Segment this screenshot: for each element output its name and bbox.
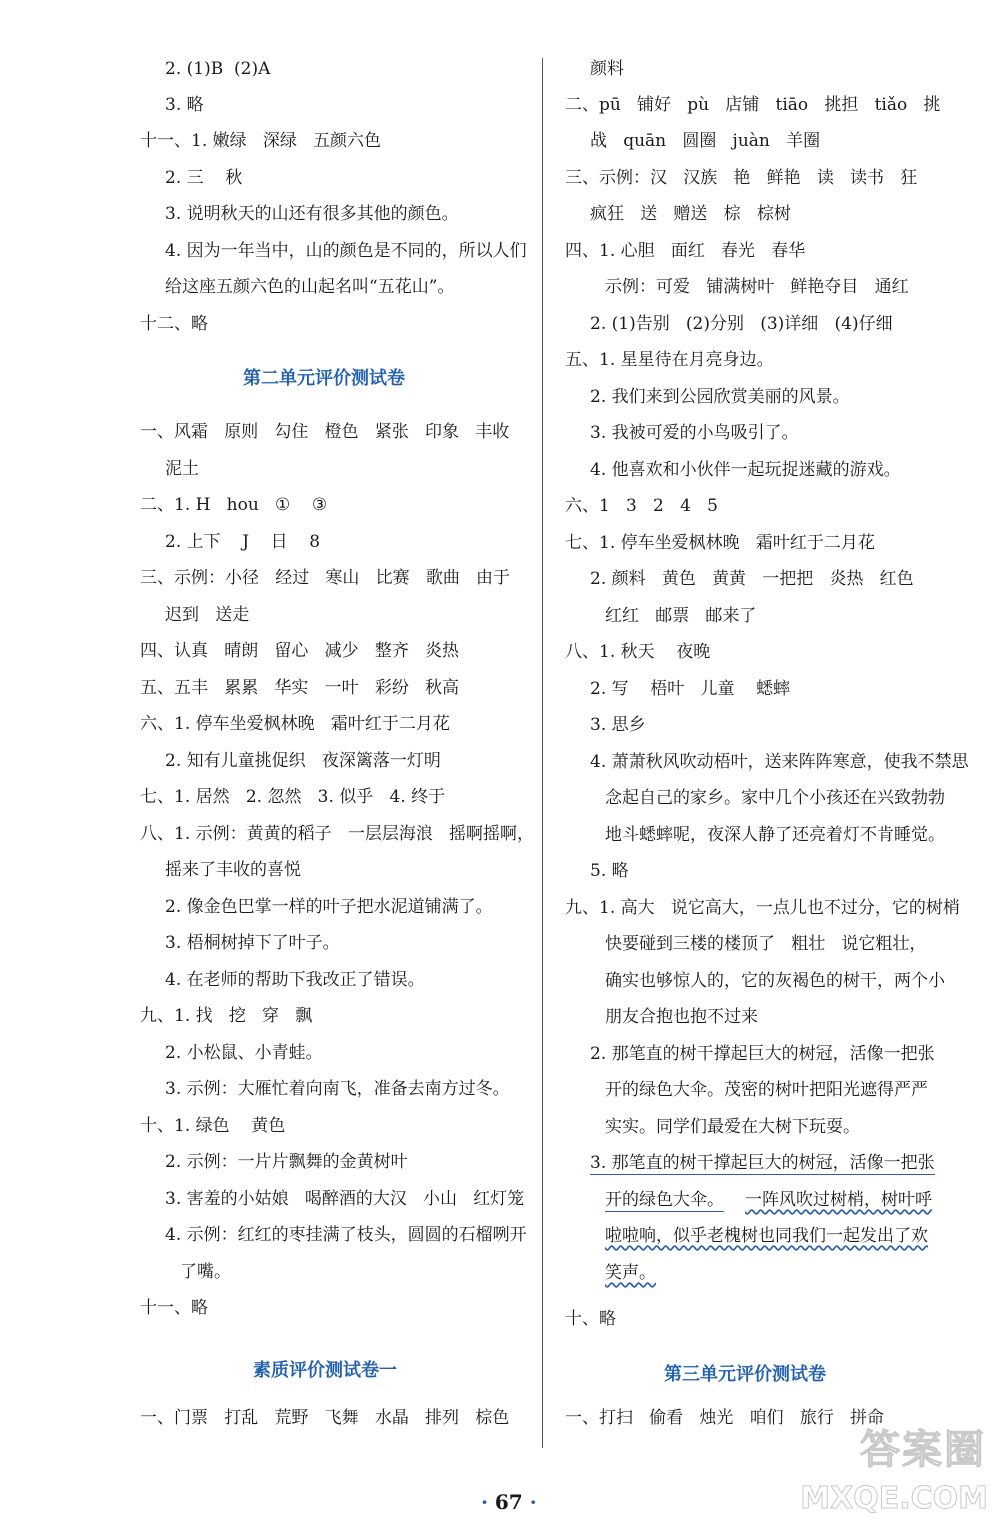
answer-line: 疯狂 送 赠送 棕 棕树: [590, 204, 791, 224]
answer-line: 2. 示例：一片片飘舞的金黄树叶: [165, 1152, 408, 1172]
answer-line: 七、1. 居然 2. 忽然 3. 似乎 4. 终于: [140, 787, 446, 807]
answer-line: 二、1. H hou ① ③: [140, 495, 328, 515]
answer-line: 2. 那笔直的树干撑起巨大的树冠，活像一把张: [590, 1044, 935, 1064]
answer-line: 八、1. 示例：黄黄的稻子 一层层海浪 摇啊摇啊，: [140, 824, 535, 844]
page-number-value: 67: [494, 1490, 523, 1514]
answer-line: 2. 我们来到公园欣赏美丽的风景。: [590, 387, 850, 407]
answer-line: 十二、略: [140, 314, 208, 334]
page-number: · 67 ·: [480, 1490, 537, 1514]
watermark-main: 答案圈: [860, 1427, 986, 1473]
answer-line: 示例：可爱 铺满树叶 鲜艳夺目 通红: [605, 277, 909, 297]
answer-line: 念起自己的家乡。家中几个小孩还在兴致勃勃: [605, 788, 945, 808]
answer-line: 2. 像金色巴掌一样的叶子把水泥道铺满了。: [165, 897, 493, 917]
answer-line: 三、示例：小径 经过 寒山 比赛 歌曲 由于: [140, 568, 511, 588]
answer-line: 3. 梧桐树掉下了叶子。: [165, 933, 340, 953]
answer-line: 三、示例：汉 汉族 艳 鲜艳 读 读书 狂: [565, 168, 918, 188]
answer-line: 地斗蟋蟀呢，夜深人静了还亮着灯不肯睡觉。: [605, 825, 945, 845]
answer-line: 一、门票 打乱 荒野 飞舞 水晶 排列 棕色: [140, 1408, 510, 1428]
answer-line: 3. 思乡: [590, 715, 646, 735]
answer-line: 快要碰到三楼的楼顶了 粗壮 说它粗壮，: [605, 934, 927, 954]
answer-line: 四、认真 晴朗 留心 减少 整齐 炎热: [140, 641, 460, 661]
answer-line: 3. 那笔直的树干撑起巨大的树冠，活像一把张: [590, 1153, 935, 1173]
answer-line: 颜料: [590, 59, 624, 79]
answer-line: 红红 邮票 邮来了: [605, 606, 757, 626]
answer-line: 4. 他喜欢和小伙伴一起玩捉迷藏的游戏。: [590, 460, 901, 480]
answer-line: 泥土: [165, 459, 199, 479]
answer-line: 一、风霜 原则 勾住 橙色 紧张 印象 丰收: [140, 422, 510, 442]
section-title: 素质评价测试卷一: [253, 1360, 397, 1381]
answer-line: 2. 小松鼠、小青蛙。: [165, 1043, 323, 1063]
answer-line: 啦啦响，似乎老槐树也同我们一起发出了欢: [605, 1226, 928, 1246]
answer-line: 朋友合抱也抱不过来: [605, 1007, 758, 1027]
answer-line: 了嘴。: [180, 1262, 231, 1282]
answer-line: 战 quān 圆圈 juàn 羊圈: [590, 131, 821, 151]
answer-line: 开的绿色大伞。: [605, 1190, 724, 1210]
answer-line: 五、1. 星星待在月亮身边。: [565, 350, 774, 370]
answer-line: 3. 说明秋天的山还有很多其他的颜色。: [165, 204, 459, 224]
answer-line: 确实也够惊人的，它的灰褐色的树干，两个小: [605, 971, 945, 991]
answer-line: 2. 知有儿童挑促织 夜深篱落一灯明: [165, 751, 441, 771]
answer-line: 九、1. 找 挖 穿 飘: [140, 1006, 313, 1026]
answer-line: 3. 略: [165, 95, 204, 115]
answer-line: 3. 示例：大雁忙着向南飞，准备去南方过冬。: [165, 1079, 510, 1099]
answer-line: 十一、略: [140, 1298, 208, 1318]
answer-line: 摇来了丰收的喜悦: [165, 860, 301, 880]
answer-line: 二、pū 铺好 pù 店铺 tiāo 挑担 tiǎo 挑: [565, 95, 941, 115]
answer-line: 十一、1. 嫩绿 深绿 五颜六色: [140, 131, 382, 151]
answer-line: 实实。同学们最爱在大树下玩耍。: [605, 1117, 860, 1137]
answer-line: 八、1. 秋天 夜晚: [565, 642, 711, 662]
answer-line: 五、五丰 累累 华实 一叶 彩纷 秋高: [140, 678, 460, 698]
answer-line: 4. 在老师的帮助下我改正了错误。: [165, 970, 425, 990]
answer-line: 2. (1)B (2)A: [165, 59, 271, 79]
answer-line: 六、1 3 2 4 5: [565, 496, 718, 516]
watermark-logo: [792, 1412, 992, 1522]
answer-line: 2. (1)告别 (2)分别 (3)详细 (4)仔细: [590, 314, 893, 334]
answer-line: 七、1. 停车坐爱枫林晚 霜叶红于二月花: [565, 533, 875, 553]
answer-line: 2. 上下 J 日 8: [165, 532, 321, 552]
answer-line: 九、1. 高大 说它高大，一点儿也不过分，它的树梢: [565, 898, 960, 918]
answer-line: 给这座五颜六色的山起名叫“五花山”。: [165, 277, 455, 297]
answer-line: 4. 示例：红红的枣挂满了枝头，圆圆的石榴咧开: [165, 1225, 527, 1245]
answer-line: 十、1. 绿色 黄色: [140, 1116, 286, 1136]
answer-line: 4. 因为一年当中，山的颜色是不同的，所以人们: [165, 241, 527, 261]
section-title: 第三单元评价测试卷: [664, 1364, 826, 1385]
answer-line: 迟到 送走: [165, 605, 250, 625]
answer-line: 十、略: [565, 1309, 616, 1329]
answer-line: 开的绿色大伞。茂密的树叶把阳光遮得严严: [605, 1080, 928, 1100]
answer-line: 一、打扫 偷看 烛光 咱们 旅行 拼命: [565, 1408, 885, 1428]
answer-line: 一阵风吹过树梢，树叶呼: [745, 1190, 932, 1210]
answer-line: 5. 略: [590, 861, 629, 881]
answer-line: 2. 写 梧叶 儿童 蟋蟀: [590, 679, 791, 699]
answer-line: 笑声。: [605, 1263, 656, 1283]
section-title: 第二单元评价测试卷: [243, 368, 405, 389]
answer-line: 2. 颜料 黄色 黄黄 一把把 炎热 红色: [590, 569, 914, 589]
answer-line: 六、1. 停车坐爱枫林晚 霜叶红于二月花: [140, 714, 450, 734]
answer-line: 4. 萧萧秋风吹动梧叶，送来阵阵寒意，使我不禁思: [590, 752, 969, 772]
watermark-sub: MXQE.COM: [800, 1481, 988, 1516]
answer-line: 3. 我被可爱的小鸟吸引了。: [590, 423, 799, 443]
answer-line: 3. 害羞的小姑娘 喝醉酒的大汉 小山 红灯笼: [165, 1189, 525, 1209]
answer-line: 2. 三 秋: [165, 168, 243, 188]
answer-line: 四、1. 心胆 面红 春光 春华: [565, 241, 806, 261]
column-divider: [542, 58, 543, 1448]
